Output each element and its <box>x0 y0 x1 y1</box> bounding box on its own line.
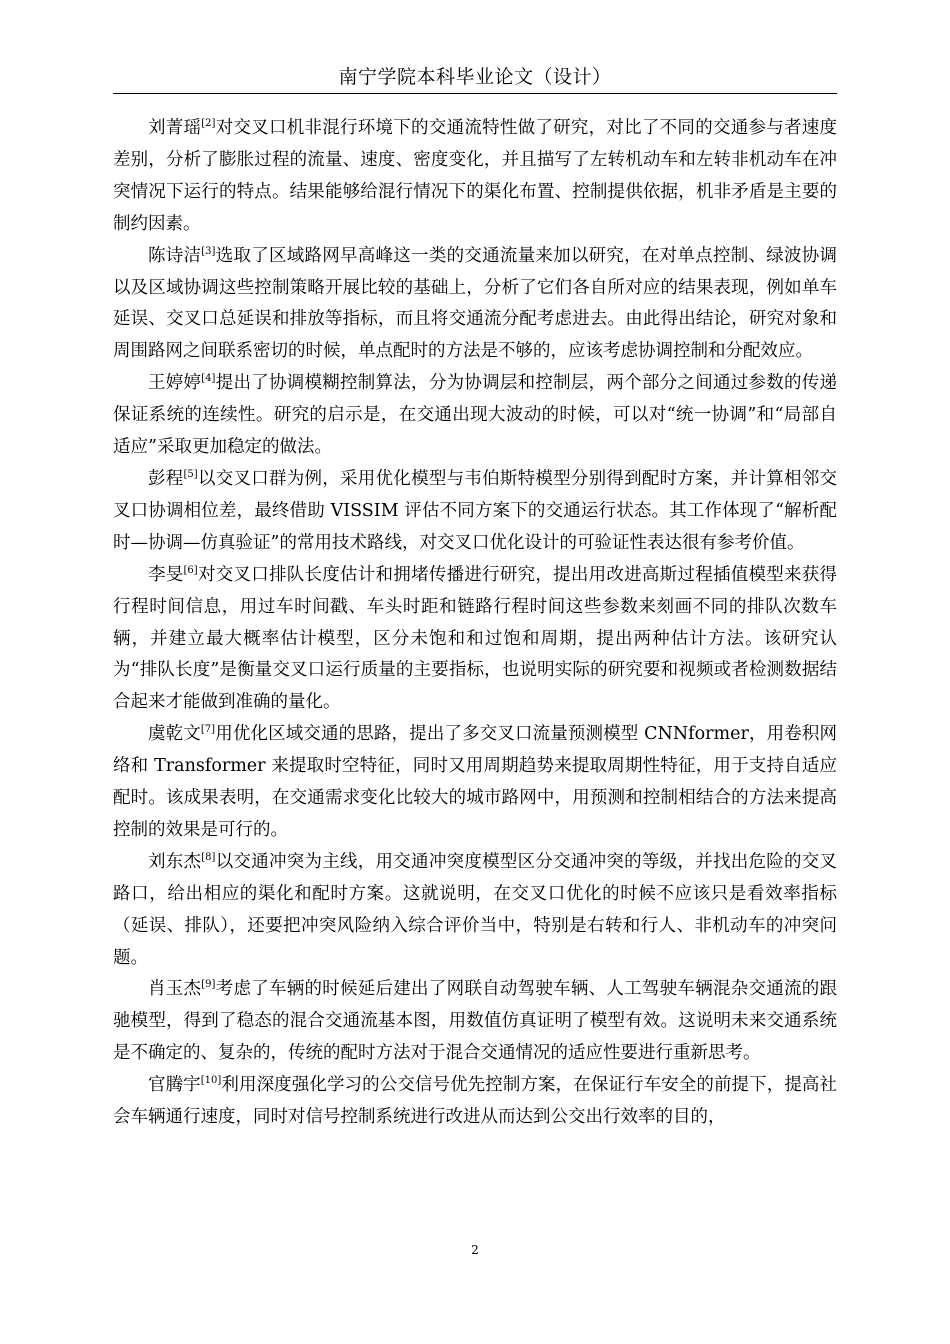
citation-ref: [7] <box>200 724 216 736</box>
paragraph-xiao-yujie <box>113 974 837 1070</box>
citation-author: 虞乾文 <box>148 724 201 745</box>
paragraph-yu-qianwen <box>113 719 837 847</box>
paragraph-peng-cheng <box>113 464 837 560</box>
citation-ref: [4] <box>201 373 216 385</box>
citation-ref: [2] <box>201 118 216 129</box>
citation-ref: [5] <box>183 468 198 480</box>
citation-ref: [9] <box>201 979 216 991</box>
citation-ref: [3] <box>201 245 216 257</box>
header-divider <box>113 93 837 94</box>
paragraph-liu-dongjie <box>113 847 837 975</box>
page-header-title: 南宁学院本科毕业论文（设计） <box>338 66 612 88</box>
paragraph-text: 对交叉口排队长度估计和拥堵传播进行研究，提出用改进高斯过程插值模型来获得行程时间信息，用过车时间戳、车头时距和链路行程时间这些参数来刻画不同的排队次数车辆，并建立最大概率估计模型，区分未饱和和过饱和周期，提出两种估计方法。该研究认为“排队长度”是衡量交叉口运行质量的主要指标，也说明实际的研究要和视频或者检测数据结合起来才能做到准确的量化。 <box>113 564 838 713</box>
citation-author: 官腾宇 <box>148 1075 201 1096</box>
paragraph-text: 对交叉口机非混行环境下的交通流特性做了研究，对比了不同的交通参与者速度差别，分析了膨胀过程的流量、速度、密度变化，并且描写了左转机动车和左转非机动车在冲突情况下运行的特点。结果能够给混行情况下的渠化布置、控制提供依据，机非矛盾是主要的制约因素。 <box>113 118 838 234</box>
paragraph-text: 提出了协调模糊控制算法，分为协调层和控制层，两个部分之间通过参数的传递保证系统的连续性。研究的启示是，在交通出现大波动的时候，可以对“统一协调”和“局部自适应”采取更加稳定的做法。 <box>113 373 838 458</box>
citation-author: 王婷婷 <box>148 373 202 394</box>
document-body <box>113 113 837 1134</box>
citation-author: 刘菁瑶 <box>148 118 202 138</box>
citation-ref: [6] <box>183 564 198 576</box>
paragraph-wang-tingting <box>113 368 837 464</box>
paragraph-liu-jingyao <box>113 113 837 241</box>
paragraph-text: 利用深度强化学习的公交信号优先控制方案，在保证行车安全的前提下，提高社会车辆通行速度，同时对信号控制系统进行改进从而达到公交出行效率的目的， <box>113 1075 838 1128</box>
paragraph-guan-tengyu <box>113 1070 837 1134</box>
paragraph-text: 考虑了车辆的时候延后建出了网联自动驾驶车辆、人工驾驶车辆混杂交通流的跟驰模型，得到了稳态的混合交通流基本图，用数值仿真证明了模型有效。这说明未来交通系统是不确定的、复杂的，传统的配时方法对于混合交通情况的适应性要进行重新思考。 <box>113 979 838 1064</box>
paragraph-text: 用优化区域交通的思路，提出了多交叉口流量预测模型 CNNformer，用卷积网络和 Transformer 来提取时空特征，同时又用周期趋势来提取周期性特征，用于支持自适应配时。该成果表明，在交通需求变化比较大的城市路网中，用预测和控制相结合的方法来提高控制的效果是可行的。 <box>113 724 837 840</box>
citation-author: 陈诗洁 <box>148 245 202 266</box>
paragraph-text: 以交通冲突为主线，用交通冲突度模型区分交通冲突的等级，并找出危险的交叉路口，给出相应的渠化和配时方案。这就说明，在交叉口优化的时候不应该只是看效率指标（延误、排队），还要把冲突风险纳入综合评价当中，特别是右转和行人、非机动车的冲突问题。 <box>113 851 838 968</box>
citation-author: 彭程 <box>148 468 184 489</box>
citation-author: 肖玉杰 <box>148 979 202 1000</box>
page-number: 2 <box>471 1243 479 1257</box>
paragraph-chen-shijie <box>113 241 837 369</box>
paragraph-text: 选取了区域路网早高峰这一类的交通流量来加以研究，在对单点控制、绿波协调以及区域协调这些控制策略开展比较的基础上，分析了它们各自所对应的结果表现，例如单车延误、交叉口总延误和排放等指标，而且将交通流分配考虑进去。由此得出结论，研究对象和周围路网之间联系密切的时候，单点配时的方法是不够的，应该考虑协调控制和分配效应。 <box>113 245 838 362</box>
paragraph-li-min <box>113 560 837 720</box>
paragraph-text: 以交叉口群为例，采用优化模型与韦伯斯特模型分别得到配时方案，并计算相邻交叉口协调相位差，最终借助 VISSIM 评估不同方案下的交通运行状态。其工作体现了“解析配时—协调—仿真验证”的常用技术路线，对交叉口优化设计的可验证性表达很有参考价值。 <box>113 468 838 553</box>
citation-ref: [8] <box>201 851 216 863</box>
citation-author: 李旻 <box>148 564 184 585</box>
citation-author: 刘东杰 <box>148 851 202 872</box>
citation-ref: [10] <box>200 1075 222 1087</box>
